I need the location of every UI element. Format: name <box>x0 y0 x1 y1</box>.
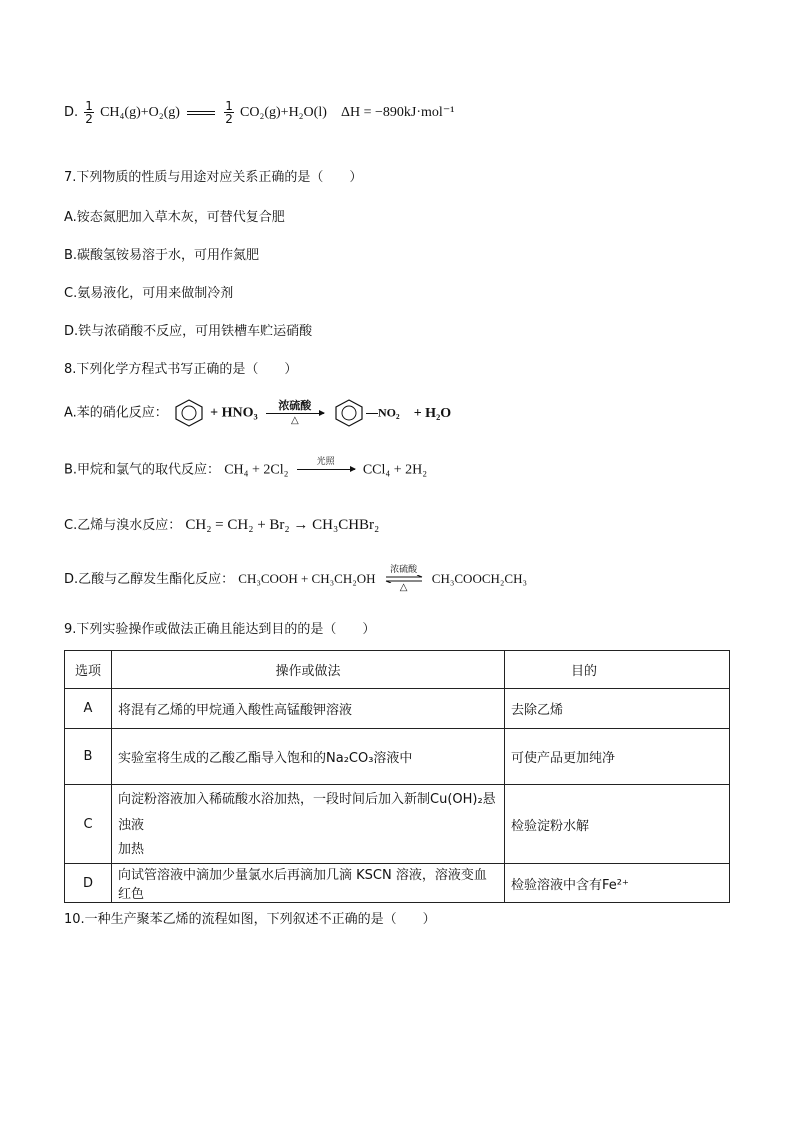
q7-option-a: A.铵态氮肥加入草木灰，可替代复合肥 <box>64 210 285 225</box>
q7-option-b: B.碳酸氢铵易溶于水，可用作氮肥 <box>64 248 260 263</box>
q8-d-arrow <box>384 566 424 593</box>
table-row <box>65 729 730 785</box>
equals-sign <box>187 111 215 115</box>
q7-option-c: C.氨易液化，可用来做制冷剂 <box>64 286 234 301</box>
q8-option-d <box>64 566 527 593</box>
row-operation-line2: 加热 <box>118 842 145 857</box>
row-option: D <box>65 864 112 903</box>
reaction-arrow <box>266 413 324 414</box>
q8-d-rhs: CH₃COOCH₂CH₃ <box>431 571 528 586</box>
q8-option-c <box>64 514 379 534</box>
q8-b-lhs: CH₄ + 2Cl₂ <box>224 462 289 478</box>
row-operation: 将混有乙烯的甲烷通入酸性高锰酸钾溶液 <box>112 689 505 729</box>
q8-b-label: B.甲烷和氯气的取代反应： <box>64 462 221 478</box>
row-option: B <box>65 729 112 785</box>
header-operation: 操作或做法 <box>112 651 505 689</box>
q6-option-d <box>64 100 454 125</box>
row-operation <box>112 785 505 864</box>
q8-option-b <box>64 458 427 482</box>
row-operation: 实验室将生成的乙酸乙酯导入饱和的Na₂CO₃溶液中 <box>112 729 505 785</box>
q8-a-arrow <box>266 400 324 426</box>
q8-b-rhs: CCl₄ + 2H₂ <box>362 462 428 478</box>
q8-b-cond: 光照 <box>316 457 335 467</box>
bond-line <box>366 413 378 414</box>
row-operation: 向试管溶液中滴加少量氯水后再滴加几滴 KSCN 溶液，溶液变血红色 <box>112 864 505 903</box>
q8-a-cond-top: 浓硫酸 <box>278 399 312 412</box>
q8-a-label: A.苯的硝化反应： <box>64 405 168 421</box>
row-goal: 检验淀粉水解 <box>505 785 730 864</box>
q7-stem: 7.下列物质的性质与用途对应关系正确的是（ ） <box>64 170 363 185</box>
fraction-half-2: $\frac{1}{2}$ <box>225 99 233 126</box>
q10-stem: 10.一种生产聚苯乙烯的流程如图，下列叙述不正确的是（ ） <box>64 912 436 927</box>
row-option: C <box>65 785 112 864</box>
q6-enthalpy: ΔH = −890kJ·mol⁻¹ <box>341 105 455 120</box>
q8-a-water: + H₂O <box>413 405 452 421</box>
table-header-row <box>65 651 730 689</box>
table-row <box>65 689 730 729</box>
q8-stem: 8.下列化学方程式书写正确的是（ ） <box>64 362 298 377</box>
fraction-half-1: $\frac{1}{2}$ <box>85 99 93 126</box>
q8-a-reagent: + HNO₃ <box>210 405 258 421</box>
header-goal: 目的 <box>505 651 730 689</box>
row-goal: 检验溶液中含有Fe²⁺ <box>505 864 730 903</box>
q6-rhs: CO₂(g)+H₂O(l) <box>240 105 327 120</box>
table-row <box>65 785 730 864</box>
q8-a-cond-bottom: △ <box>290 415 299 426</box>
q7-option-d: D.铁与浓硝酸不反应，可用铁槽车贮运硝酸 <box>64 324 313 339</box>
q8-a-product-group: NO₂ <box>377 405 400 420</box>
q6-d-label: D. <box>64 105 79 120</box>
reaction-arrow <box>297 469 355 470</box>
q8-d-cond-top: 浓硫酸 <box>390 565 418 575</box>
q8-option-a <box>64 398 451 428</box>
q8-c-equation: CH₂ = CH₂ + Br₂ → CH₃CHBr₂ <box>185 517 380 533</box>
benzene-ring-icon <box>172 398 206 428</box>
q9-stem: 9.下列实验操作或做法正确且能达到目的的是（ ） <box>64 622 376 637</box>
row-operation-line1: 向淀粉溶液加入稀硫酸水浴加热，一段时间后加入新制Cu(OH)₂悬浊液 <box>118 792 496 833</box>
row-goal: 可使产品更加纯净 <box>505 729 730 785</box>
q8-d-cond-bottom: △ <box>399 582 408 593</box>
row-option: A <box>65 689 112 729</box>
nitrobenzene-ring-icon <box>332 398 366 428</box>
q6-lhs: CH₄(g)+O₂(g) <box>100 105 180 120</box>
table-row <box>65 864 730 903</box>
q8-b-arrow <box>297 458 355 482</box>
q8-d-lhs: CH₃COOH + CH₃CH₂OH <box>238 571 376 586</box>
q8-d-label: D.乙酸与乙醇发生酯化反应： <box>64 572 235 587</box>
q9-options-table <box>64 650 730 903</box>
header-option: 选项 <box>65 651 112 689</box>
row-goal: 去除乙烯 <box>505 689 730 729</box>
q8-c-label: C.乙烯与溴水反应： <box>64 518 182 533</box>
